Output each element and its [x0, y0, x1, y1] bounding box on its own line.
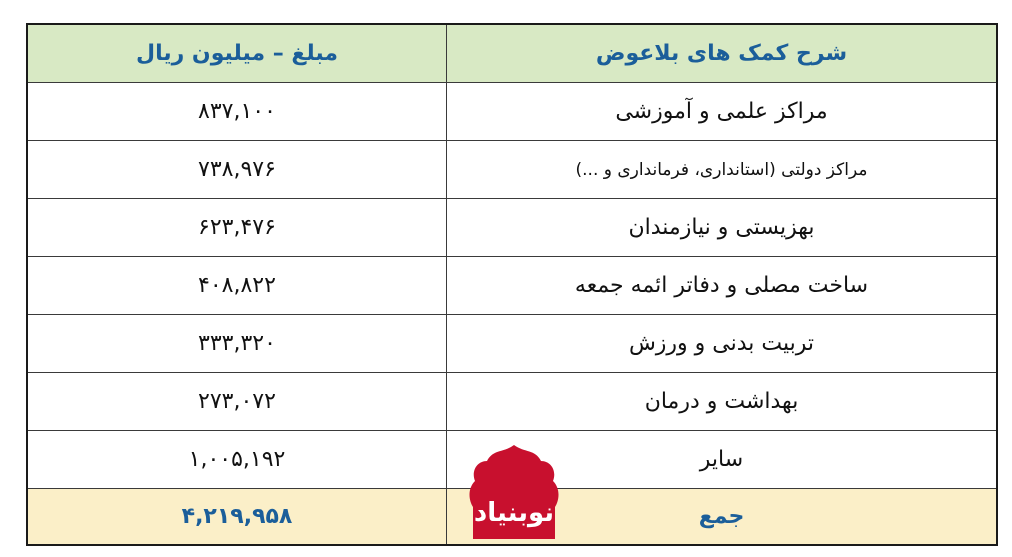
description-cell: مراکز دولتی (استانداری، فرمانداری و ...) — [447, 141, 996, 199]
total-label: جمع — [447, 489, 996, 544]
header-description: شرح کمک های بلاعوض — [447, 25, 996, 83]
amount-cell: ۷۳۸,۹۷۶ — [28, 141, 447, 199]
amount-cell: ۴۰۸,۸۲۲ — [28, 257, 447, 315]
description-cell: ساخت مصلی و دفاتر ائمه جمعه — [447, 257, 996, 315]
amount-cell: ۸۳۷,۱۰۰ — [28, 83, 447, 141]
description-cell: سایر — [447, 431, 996, 489]
description-cell: تربیت بدنی و ورزش — [447, 315, 996, 373]
description-cell: بهزیستی و نیازمندان — [447, 199, 996, 257]
header-amount: مبلغ – میلیون ریال — [28, 25, 447, 83]
amount-cell: ۲۷۳,۰۷۲ — [28, 373, 447, 431]
amount-cell: ۳۳۳,۳۲۰ — [28, 315, 447, 373]
watermark-text: نوبنیاد — [473, 498, 555, 528]
description-cell: بهداشت و درمان — [447, 373, 996, 431]
description-cell: مراکز علمی و آموزشی — [447, 83, 996, 141]
total-amount: ۴,۲۱۹,۹۵۸ — [28, 489, 447, 544]
amount-cell: ۱,۰۰۵,۱۹۲ — [28, 431, 447, 489]
watermark-logo — [463, 441, 565, 541]
amount-cell: ۶۲۳,۴۷۶ — [28, 199, 447, 257]
